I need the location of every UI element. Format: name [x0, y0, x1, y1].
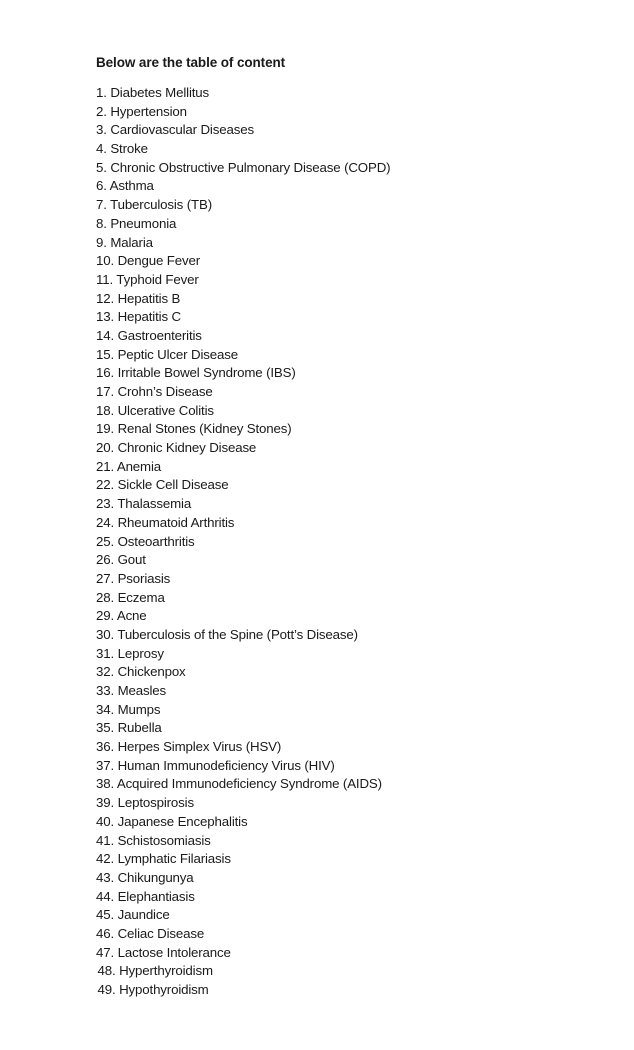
toc-item: 26. Gout [96, 552, 146, 568]
toc-item: 1. Diabetes Mellitus [96, 85, 210, 100]
toc-item: 46. Celiac Disease [96, 925, 205, 941]
toc-item: 18. Ulcerative Colitis [96, 402, 214, 418]
toc-item: 36. Herpes Simplex Virus (HSV) [96, 739, 282, 755]
toc-item: 37. Human Immunodeficiency Virus (HIV) [96, 757, 335, 773]
toc-item: 10. Dengue Fever [96, 253, 201, 269]
toc-item: 12. Hepatitis B [96, 290, 181, 306]
toc-item: 4. Stroke [96, 141, 148, 157]
toc-item: 2. Hypertension [96, 103, 187, 119]
toc-item: 48. Hyperthyroidism [97, 963, 213, 979]
toc-item: 27. Psoriasis [96, 570, 171, 586]
toc-item: 14. Gastroenteritis [96, 327, 202, 343]
toc-item: 42. Lymphatic Filariasis [96, 851, 231, 867]
toc-item: 45. Jaundice [96, 907, 170, 923]
document-page [96, 54, 616, 1000]
toc-item: 49. Hypothyroidism [97, 982, 209, 997]
toc-item: 47. Lactose Intolerance [96, 944, 231, 960]
toc-item: 6. Asthma [96, 178, 154, 194]
toc-heading: Below are the table of content [96, 55, 286, 70]
toc-item: 38. Acquired Immunodeficiency Syndrome (AIDS) [96, 776, 382, 792]
toc-item: 15. Peptic Ulcer Disease [96, 346, 238, 362]
toc-item: 25. Osteoarthritis [96, 533, 195, 549]
toc-item: 7. Tuberculosis (TB) [96, 197, 212, 213]
toc-item: 33. Measles [96, 683, 167, 698]
toc-item: 41. Schistosomiasis [96, 832, 211, 848]
toc-item: 31. Leprosy [96, 645, 164, 661]
toc-item: 19. Renal Stones (Kidney Stones) [96, 421, 292, 437]
toc-item: 43. Chikungunya [96, 869, 194, 885]
toc-item: 28. Eczema [96, 589, 165, 605]
toc-item: 3. Cardiovascular Diseases [96, 122, 254, 138]
toc-item: 32. Chickenpox [96, 664, 186, 680]
toc-item: 22. Sickle Cell Disease [96, 477, 229, 493]
toc-item: 39. Leptospirosis [96, 795, 194, 811]
toc-item: 16. Irritable Bowel Syndrome (IBS) [96, 365, 296, 381]
toc-item: 35. Rubella [96, 720, 162, 736]
toc-item: 30. Tuberculosis of the Spine (Pott’s Disease) [96, 626, 358, 642]
toc-item: 23. Thalassemia [96, 496, 192, 512]
toc-item: 40. Japanese Encephalitis [96, 813, 248, 829]
toc-item: 24. Rheumatoid Arthritis [96, 514, 235, 530]
toc-list [96, 84, 616, 1000]
toc-item: 11. Typhoid Fever [96, 271, 199, 287]
toc-item: 17. Crohn’s Disease [96, 384, 213, 399]
toc-item: 34. Mumps [96, 701, 161, 717]
toc-item: 20. Chronic Kidney Disease [96, 440, 257, 456]
toc-item: 8. Pneumonia [96, 215, 177, 231]
toc-item: 5. Chronic Obstructive Pulmonary Disease (COPD) [96, 159, 391, 175]
toc-item: 44. Elephantiasis [96, 888, 195, 904]
toc-item: 9. Malaria [96, 234, 153, 250]
toc-item: 29. Acne [96, 608, 147, 624]
toc-item: 21. Anemia [96, 458, 162, 474]
toc-item: 13. Hepatitis C [96, 309, 181, 325]
